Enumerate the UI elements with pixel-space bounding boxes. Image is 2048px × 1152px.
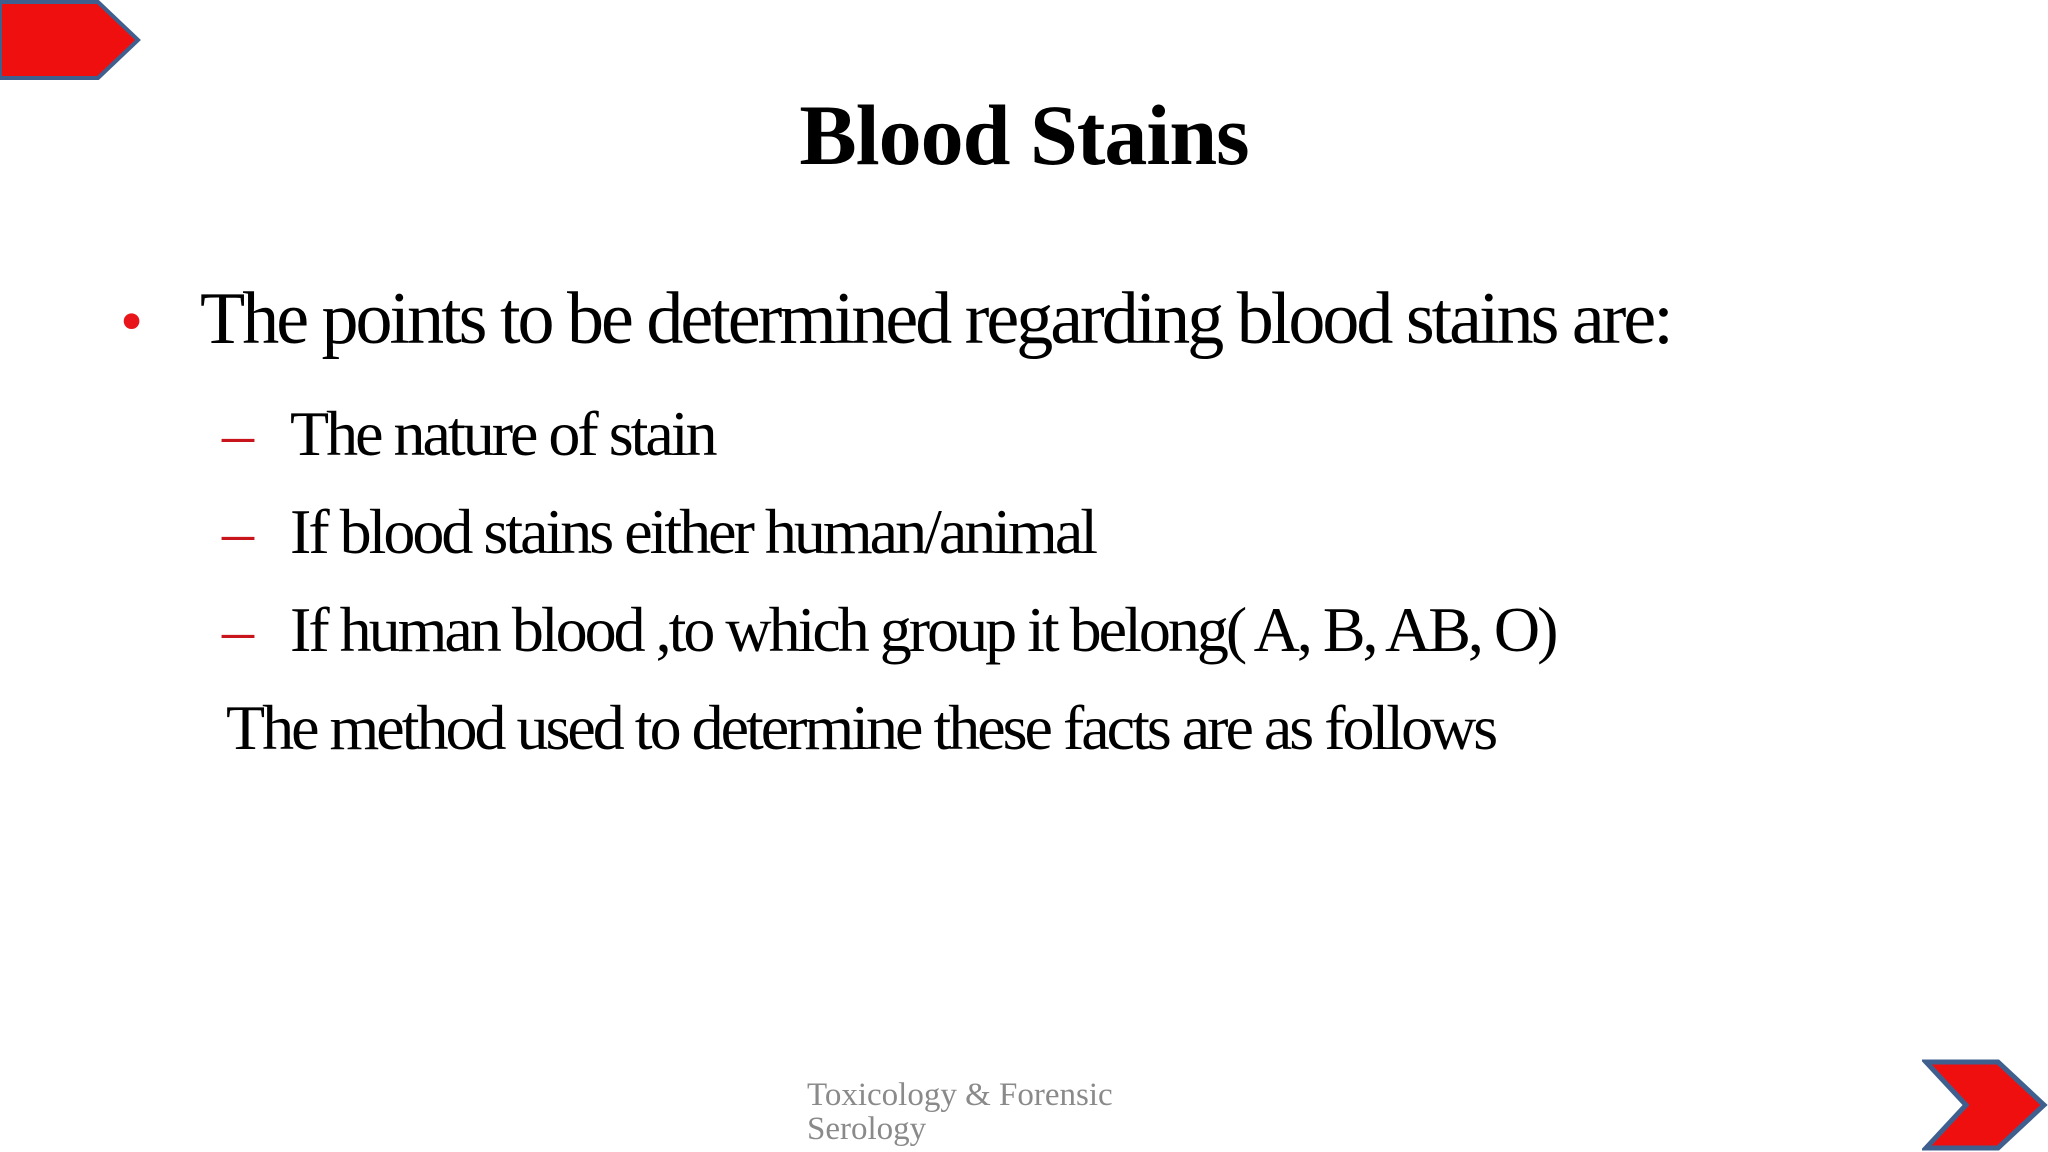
- main-bullet-text: The points to be determined regarding blood stains are:: [200, 278, 1671, 360]
- sub-bullet-text: If human blood ,to which group it belong( A, B, AB, O): [290, 594, 1556, 665]
- sub-bullet-1: [222, 398, 715, 469]
- slide-footer: [807, 1078, 1147, 1146]
- main-bullet: [120, 278, 1671, 360]
- slide-title: Blood Stains: [799, 87, 1249, 183]
- red-arrow-pentagon-icon: [0, 0, 142, 82]
- dash-icon: –: [222, 398, 254, 469]
- sub-bullet-text: The nature of stain: [290, 398, 715, 469]
- sub-bullet-2: [222, 496, 1095, 567]
- red-chevron-icon[interactable]: [1922, 1058, 2048, 1152]
- bullet-dot-icon: •: [120, 285, 144, 358]
- dash-icon: –: [222, 594, 254, 665]
- dash-icon: –: [222, 496, 254, 567]
- footer-line-2: Serology: [807, 1111, 927, 1147]
- method-line: The method used to determine these facts are as follows: [226, 692, 1496, 763]
- sub-bullet-3: [222, 594, 1556, 665]
- sub-bullet-text: If blood stains either human/animal: [290, 496, 1095, 567]
- footer-line-1: Toxicology & Forensic: [807, 1077, 1113, 1113]
